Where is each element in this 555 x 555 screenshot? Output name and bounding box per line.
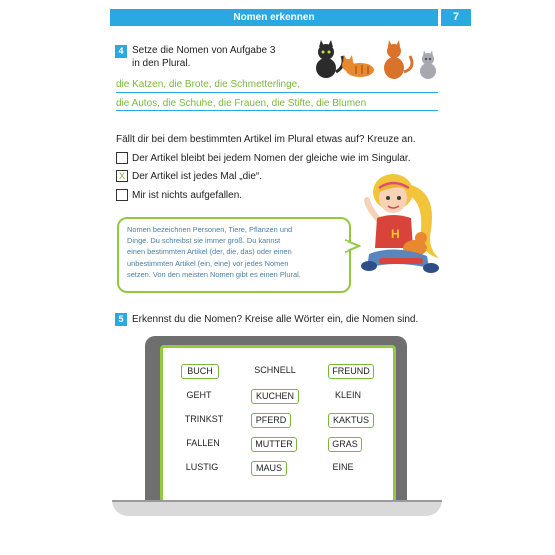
info-line: Dinge. Du schreibst sie immer groß. Du kannst bbox=[127, 236, 281, 246]
laptop-base bbox=[112, 500, 442, 516]
girl-illustration bbox=[355, 170, 447, 285]
info-line: setzen. Von den meisten Nomen gibt es einen Plural. bbox=[127, 269, 301, 279]
cats-illustration bbox=[312, 38, 444, 82]
info-line: unbestimmten Artikel (ein, eine) vor jedes Nomen bbox=[127, 258, 289, 268]
answer-line-1: die Katzen, die Brote, die Schmetterlinge, bbox=[116, 79, 300, 90]
task5-instruction: Erkennst du die Nomen? Kreise alle Wörter ein, die Nomen sind. bbox=[132, 314, 419, 325]
page-title: Nomen erkennen bbox=[233, 12, 315, 23]
answer-rule-2 bbox=[116, 110, 438, 111]
word-cell[interactable]: KAKTUS bbox=[328, 413, 374, 428]
word-cell[interactable]: FREUND bbox=[328, 364, 374, 379]
option-3-label: Mir ist nichts aufgefallen. bbox=[132, 190, 243, 201]
info-line: Nomen bezeichnen Personen, Tiere, Pflanzen und bbox=[127, 225, 293, 234]
info-text bbox=[127, 224, 343, 280]
task-number-badge: 5 bbox=[115, 313, 127, 326]
word-cell[interactable]: FALLEN bbox=[186, 438, 220, 448]
info-line: einen bestimmten Artikel (der, die, das) oder einen bbox=[127, 247, 292, 257]
word-cell[interactable]: PFERD bbox=[251, 413, 291, 428]
checkbox-option-3[interactable] bbox=[116, 189, 128, 201]
word-cell[interactable]: KUCHEN bbox=[251, 389, 299, 404]
word-cell[interactable]: EINE bbox=[332, 462, 354, 472]
option-1-label: Der Artikel bleibt bei jedem Nomen der gleiche wie im Singular. bbox=[132, 153, 411, 164]
checkbox-option-1[interactable] bbox=[116, 152, 128, 164]
word-cell[interactable]: TRINKST bbox=[184, 414, 224, 424]
word-cell[interactable]: KLEIN bbox=[334, 390, 361, 400]
page-number: 7 bbox=[441, 9, 471, 26]
answer-line-2: die Autos, die Schuhe, die Frauen, die Stifte, die Blumen bbox=[116, 98, 367, 109]
option-2-label: Der Artikel ist jedes Mal „die“. bbox=[132, 171, 263, 182]
question-text: Fällt dir bei dem bestimmten Artikel im Plural etwas auf? Kreuze an. bbox=[116, 134, 416, 145]
checkbox-option-2[interactable]: X bbox=[116, 170, 128, 182]
word-cell[interactable]: BUCH bbox=[181, 364, 219, 379]
word-cell[interactable]: GEHT bbox=[186, 390, 212, 400]
answer-rule-1 bbox=[116, 92, 438, 93]
word-cell[interactable]: MAUS bbox=[251, 461, 287, 476]
word-cell[interactable]: GRAS bbox=[328, 437, 362, 452]
word-cell[interactable]: LUSTIG bbox=[185, 462, 219, 472]
task4-instruction-line2: in den Plural. bbox=[132, 58, 191, 69]
svg-text:H: H bbox=[391, 227, 400, 241]
word-cell[interactable]: MUTTER bbox=[251, 437, 297, 452]
task4-instruction-line1: Setze die Nomen von Aufgabe 3 bbox=[132, 45, 276, 56]
word-cell[interactable]: SCHNELL bbox=[254, 365, 296, 375]
task-number-badge: 4 bbox=[115, 45, 127, 58]
